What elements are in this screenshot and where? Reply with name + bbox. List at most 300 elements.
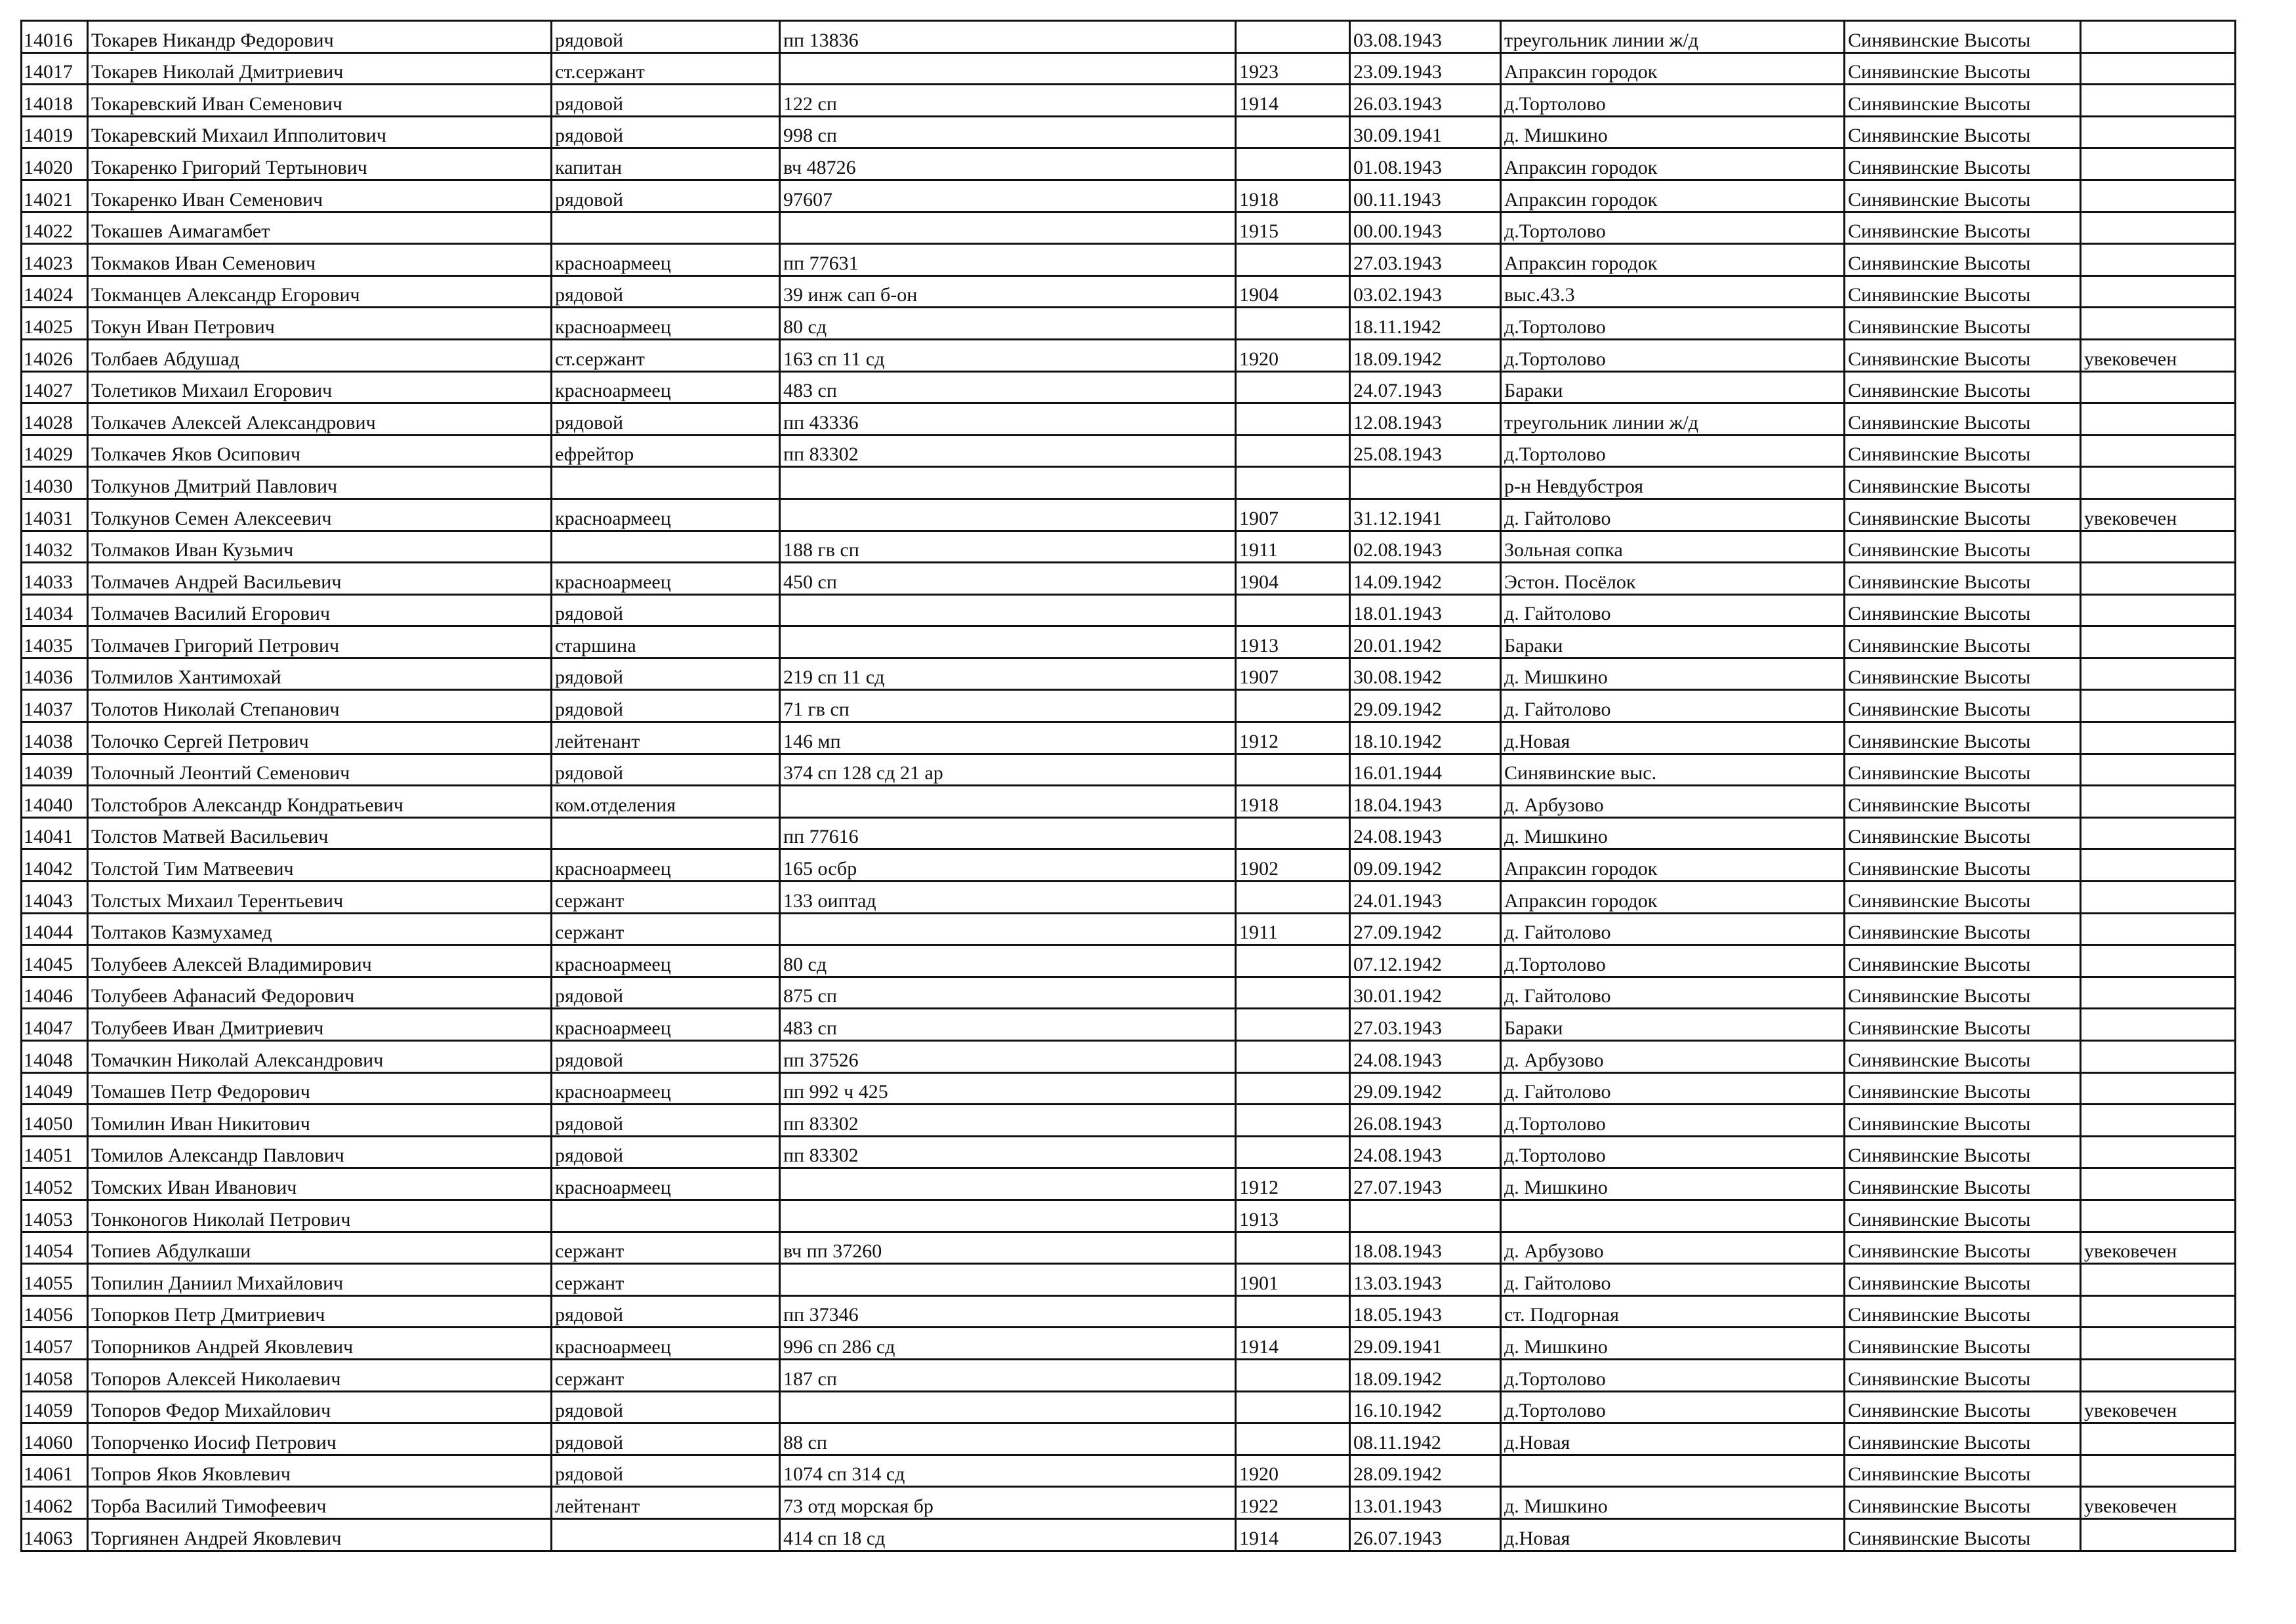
unit-cell: 80 сд	[780, 945, 1236, 977]
record-number-cell: 14052	[22, 1168, 88, 1200]
table-row	[22, 658, 2236, 690]
rank-cell: рядовой	[552, 275, 780, 308]
table-row	[22, 786, 2236, 818]
death-date-cell: 27.03.1943	[1350, 1009, 1501, 1041]
table-row	[22, 722, 2236, 754]
death-date-cell: 02.08.1943	[1350, 531, 1501, 563]
table-row	[22, 371, 2236, 403]
record-number-cell: 14062	[22, 1487, 88, 1519]
unit-cell: 1074 сп 314 сд	[780, 1455, 1236, 1487]
birth-year-cell	[1236, 435, 1350, 467]
record-number-cell: 14025	[22, 308, 88, 340]
birth-year-cell: 1912	[1236, 1168, 1350, 1200]
death-date-cell: 18.10.1942	[1350, 722, 1501, 754]
full-name-cell: Толетиков Михаил Егорович	[88, 371, 552, 403]
rank-cell: ком.отделения	[552, 786, 780, 818]
memorial-note-cell	[2081, 308, 2236, 340]
memorial-note-cell	[2081, 148, 2236, 180]
full-name-cell: Топилин Даниил Михайлович	[88, 1264, 552, 1296]
death-place-cell: треугольник линии ж/д	[1501, 403, 1845, 436]
burial-place-cell: Синявинские Высоты	[1845, 21, 2081, 53]
record-number-cell: 14037	[22, 690, 88, 722]
record-number-cell: 14047	[22, 1009, 88, 1041]
full-name-cell: Токаренко Григорий Тертынович	[88, 148, 552, 180]
full-name-cell: Томских Иван Иванович	[88, 1168, 552, 1200]
burial-place-cell: Синявинские Высоты	[1845, 626, 2081, 659]
death-place-cell: д.Тортолово	[1501, 945, 1845, 977]
rank-cell: красноармеец	[552, 371, 780, 403]
table-row	[22, 498, 2236, 531]
death-date-cell: 29.09.1942	[1350, 1072, 1501, 1105]
rank-cell: рядовой	[552, 754, 780, 786]
table-row	[22, 275, 2236, 308]
table-row	[22, 52, 2236, 85]
death-date-cell	[1350, 467, 1501, 499]
table-row	[22, 1295, 2236, 1328]
unit-cell	[780, 498, 1236, 531]
birth-year-cell	[1236, 403, 1350, 436]
record-number-cell: 14030	[22, 467, 88, 499]
unit-cell: 996 сп 286 сд	[780, 1328, 1236, 1360]
death-place-cell: д. Мишкино	[1501, 116, 1845, 148]
unit-cell: 998 сп	[780, 116, 1236, 148]
record-number-cell: 14059	[22, 1391, 88, 1423]
rank-cell: красноармеец	[552, 1009, 780, 1041]
burial-place-cell: Синявинские Высоты	[1845, 1136, 2081, 1168]
burial-place-cell: Синявинские Высоты	[1845, 339, 2081, 371]
birth-year-cell	[1236, 371, 1350, 403]
death-place-cell: д. Мишкино	[1501, 1487, 1845, 1519]
death-place-cell: Апраксин городок	[1501, 882, 1845, 914]
unit-cell: пп 992 ч 425	[780, 1072, 1236, 1105]
burial-place-cell: Синявинские Высоты	[1845, 1423, 2081, 1455]
full-name-cell: Топоров Алексей Николаевич	[88, 1359, 552, 1391]
full-name-cell: Толотов Николай Степанович	[88, 690, 552, 722]
rank-cell: красноармеец	[552, 308, 780, 340]
rank-cell	[552, 467, 780, 499]
memorial-note-cell	[2081, 1518, 2236, 1551]
memorial-note-cell: увековечен	[2081, 1232, 2236, 1264]
table-row	[22, 1105, 2236, 1137]
death-date-cell: 18.11.1942	[1350, 308, 1501, 340]
birth-year-cell	[1236, 1136, 1350, 1168]
death-place-cell: д. Мишкино	[1501, 658, 1845, 690]
unit-cell: 483 сп	[780, 1009, 1236, 1041]
unit-cell: пп 77616	[780, 817, 1236, 849]
memorial-note-cell	[2081, 1136, 2236, 1168]
table-row	[22, 1168, 2236, 1200]
rank-cell: сержант	[552, 882, 780, 914]
death-place-cell: д.Тортолово	[1501, 1136, 1845, 1168]
burial-place-cell: Синявинские Высоты	[1845, 786, 2081, 818]
burial-place-cell: Синявинские Высоты	[1845, 563, 2081, 595]
table-row	[22, 754, 2236, 786]
death-place-cell: треугольник линии ж/д	[1501, 21, 1845, 53]
unit-cell: 163 сп 11 сд	[780, 339, 1236, 371]
full-name-cell: Топорников Андрей Яковлевич	[88, 1328, 552, 1360]
memorial-note-cell	[2081, 180, 2236, 212]
burial-place-cell: Синявинские Высоты	[1845, 498, 2081, 531]
death-date-cell: 18.04.1943	[1350, 786, 1501, 818]
table-row	[22, 180, 2236, 212]
burial-place-cell: Синявинские Высоты	[1845, 371, 2081, 403]
full-name-cell: Толубеев Афанасий Федорович	[88, 977, 552, 1009]
death-date-cell: 29.09.1942	[1350, 690, 1501, 722]
table-row	[22, 1072, 2236, 1105]
birth-year-cell: 1922	[1236, 1487, 1350, 1519]
table-row	[22, 148, 2236, 180]
records-body	[22, 21, 2236, 1551]
unit-cell: пп 37346	[780, 1295, 1236, 1328]
burial-place-cell: Синявинские Высоты	[1845, 531, 2081, 563]
death-place-cell: д. Арбузово	[1501, 786, 1845, 818]
birth-year-cell	[1236, 754, 1350, 786]
records-table	[20, 20, 2236, 1552]
death-place-cell: д. Гайтолово	[1501, 498, 1845, 531]
table-row	[22, 531, 2236, 563]
memorial-note-cell	[2081, 212, 2236, 244]
death-place-cell: выс.43.3	[1501, 275, 1845, 308]
rank-cell: красноармеец	[552, 1328, 780, 1360]
unit-cell	[780, 786, 1236, 818]
death-date-cell: 26.07.1943	[1350, 1518, 1501, 1551]
full-name-cell: Толкунов Семен Алексеевич	[88, 498, 552, 531]
death-place-cell: Эстон. Посёлок	[1501, 563, 1845, 595]
burial-place-cell: Синявинские Высоты	[1845, 180, 2081, 212]
unit-cell: 122 сп	[780, 85, 1236, 117]
full-name-cell: Томилин Иван Никитович	[88, 1105, 552, 1137]
death-place-cell: д. Арбузово	[1501, 1041, 1845, 1073]
death-place-cell: д. Гайтолово	[1501, 913, 1845, 945]
full-name-cell: Толкачев Алексей Александрович	[88, 403, 552, 436]
table-row	[22, 1264, 2236, 1296]
death-place-cell: Зольная сопка	[1501, 531, 1845, 563]
burial-place-cell: Синявинские Высоты	[1845, 754, 2081, 786]
burial-place-cell: Синявинские Высоты	[1845, 945, 2081, 977]
memorial-note-cell	[2081, 1168, 2236, 1200]
unit-cell: 450 сп	[780, 563, 1236, 595]
full-name-cell: Токарев Никандр Федорович	[88, 21, 552, 53]
table-row	[22, 594, 2236, 626]
full-name-cell: Топорков Петр Дмитриевич	[88, 1295, 552, 1328]
full-name-cell: Томилов Александр Павлович	[88, 1136, 552, 1168]
table-row	[22, 21, 2236, 53]
birth-year-cell	[1236, 1072, 1350, 1105]
full-name-cell: Торба Василий Тимофеевич	[88, 1487, 552, 1519]
birth-year-cell: 1907	[1236, 498, 1350, 531]
full-name-cell: Толмилов Хантимохай	[88, 658, 552, 690]
memorial-note-cell	[2081, 52, 2236, 85]
death-place-cell: д. Мишкино	[1501, 1328, 1845, 1360]
memorial-note-cell	[2081, 945, 2236, 977]
birth-year-cell: 1920	[1236, 1455, 1350, 1487]
record-number-cell: 14042	[22, 849, 88, 882]
death-place-cell: Апраксин городок	[1501, 849, 1845, 882]
birth-year-cell	[1236, 116, 1350, 148]
rank-cell: сержант	[552, 1359, 780, 1391]
unit-cell: 188 гв сп	[780, 531, 1236, 563]
memorial-note-cell	[2081, 244, 2236, 276]
burial-place-cell: Синявинские Высоты	[1845, 1295, 2081, 1328]
death-place-cell: д.Тортолово	[1501, 339, 1845, 371]
memorial-note-cell: увековечен	[2081, 498, 2236, 531]
birth-year-cell: 1918	[1236, 180, 1350, 212]
burial-place-cell: Синявинские Высоты	[1845, 308, 2081, 340]
unit-cell: 875 сп	[780, 977, 1236, 1009]
full-name-cell: Тонконогов Николай Петрович	[88, 1200, 552, 1232]
unit-cell: 483 сп	[780, 371, 1236, 403]
burial-place-cell: Синявинские Высоты	[1845, 435, 2081, 467]
record-number-cell: 14028	[22, 403, 88, 436]
death-date-cell: 03.02.1943	[1350, 275, 1501, 308]
table-row	[22, 817, 2236, 849]
death-date-cell: 26.03.1943	[1350, 85, 1501, 117]
full-name-cell: Топоров Федор Михайлович	[88, 1391, 552, 1423]
table-row	[22, 849, 2236, 882]
birth-year-cell	[1236, 244, 1350, 276]
birth-year-cell: 1913	[1236, 626, 1350, 659]
death-date-cell: 31.12.1941	[1350, 498, 1501, 531]
record-number-cell: 14063	[22, 1518, 88, 1551]
death-place-cell: д.Тортолово	[1501, 1391, 1845, 1423]
burial-place-cell: Синявинские Высоты	[1845, 52, 2081, 85]
rank-cell: красноармеец	[552, 244, 780, 276]
record-number-cell: 14058	[22, 1359, 88, 1391]
death-place-cell: Синявинские выс.	[1501, 754, 1845, 786]
birth-year-cell	[1236, 21, 1350, 53]
death-date-cell: 09.09.1942	[1350, 849, 1501, 882]
table-row	[22, 977, 2236, 1009]
death-place-cell: д. Арбузово	[1501, 1232, 1845, 1264]
death-place-cell: д. Гайтолово	[1501, 1264, 1845, 1296]
record-number-cell: 14053	[22, 1200, 88, 1232]
table-row	[22, 690, 2236, 722]
record-number-cell: 14051	[22, 1136, 88, 1168]
full-name-cell: Токмаков Иван Семенович	[88, 244, 552, 276]
memorial-note-cell	[2081, 658, 2236, 690]
record-number-cell: 14034	[22, 594, 88, 626]
table-row	[22, 116, 2236, 148]
birth-year-cell: 1912	[1236, 722, 1350, 754]
table-row	[22, 626, 2236, 659]
rank-cell: красноармеец	[552, 1168, 780, 1200]
death-date-cell: 28.09.1942	[1350, 1455, 1501, 1487]
death-date-cell: 26.08.1943	[1350, 1105, 1501, 1137]
record-number-cell: 14061	[22, 1455, 88, 1487]
death-date-cell: 00.00.1943	[1350, 212, 1501, 244]
death-place-cell: д. Гайтолово	[1501, 594, 1845, 626]
rank-cell: красноармеец	[552, 498, 780, 531]
memorial-note-cell	[2081, 275, 2236, 308]
death-place-cell: ст. Подгорная	[1501, 1295, 1845, 1328]
record-number-cell: 14017	[22, 52, 88, 85]
full-name-cell: Токаревский Иван Семенович	[88, 85, 552, 117]
burial-place-cell: Синявинские Высоты	[1845, 977, 2081, 1009]
birth-year-cell: 1914	[1236, 1518, 1350, 1551]
rank-cell: рядовой	[552, 977, 780, 1009]
burial-place-cell: Синявинские Высоты	[1845, 1487, 2081, 1519]
death-date-cell: 29.09.1941	[1350, 1328, 1501, 1360]
burial-place-cell: Синявинские Высоты	[1845, 882, 2081, 914]
table-row	[22, 1041, 2236, 1073]
memorial-note-cell	[2081, 563, 2236, 595]
birth-year-cell	[1236, 594, 1350, 626]
memorial-note-cell	[2081, 690, 2236, 722]
memorial-note-cell	[2081, 786, 2236, 818]
record-number-cell: 14045	[22, 945, 88, 977]
death-date-cell: 18.01.1943	[1350, 594, 1501, 626]
death-place-cell: д.Тортолово	[1501, 1359, 1845, 1391]
unit-cell: 219 сп 11 сд	[780, 658, 1236, 690]
death-date-cell: 01.08.1943	[1350, 148, 1501, 180]
death-place-cell: д. Гайтолово	[1501, 977, 1845, 1009]
unit-cell: 133 оиптад	[780, 882, 1236, 914]
rank-cell	[552, 1200, 780, 1232]
burial-place-cell: Синявинские Высоты	[1845, 212, 2081, 244]
memorial-note-cell	[2081, 1105, 2236, 1137]
table-row	[22, 563, 2236, 595]
table-row	[22, 244, 2236, 276]
unit-cell	[780, 1168, 1236, 1200]
unit-cell: 39 инж сап б-он	[780, 275, 1236, 308]
birth-year-cell	[1236, 1009, 1350, 1041]
death-date-cell: 30.09.1941	[1350, 116, 1501, 148]
table-row	[22, 1518, 2236, 1551]
table-row	[22, 1200, 2236, 1232]
record-number-cell: 14031	[22, 498, 88, 531]
record-number-cell: 14057	[22, 1328, 88, 1360]
death-place-cell: д.Новая	[1501, 722, 1845, 754]
unit-cell	[780, 1200, 1236, 1232]
death-place-cell: д.Тортолово	[1501, 1105, 1845, 1137]
memorial-note-cell	[2081, 116, 2236, 148]
burial-place-cell: Синявинские Высоты	[1845, 1328, 2081, 1360]
burial-place-cell: Синявинские Высоты	[1845, 1359, 2081, 1391]
record-number-cell: 14049	[22, 1072, 88, 1105]
burial-place-cell: Синявинские Высоты	[1845, 148, 2081, 180]
memorial-note-cell	[2081, 882, 2236, 914]
record-number-cell: 14036	[22, 658, 88, 690]
table-row	[22, 1136, 2236, 1168]
full-name-cell: Толбаев Абдушад	[88, 339, 552, 371]
birth-year-cell: 1911	[1236, 531, 1350, 563]
table-row	[22, 435, 2236, 467]
rank-cell: сержант	[552, 1264, 780, 1296]
burial-place-cell: Синявинские Высоты	[1845, 244, 2081, 276]
record-number-cell: 14016	[22, 21, 88, 53]
record-number-cell: 14040	[22, 786, 88, 818]
full-name-cell: Толкачев Яков Осипович	[88, 435, 552, 467]
rank-cell: лейтенант	[552, 722, 780, 754]
unit-cell	[780, 467, 1236, 499]
birth-year-cell: 1902	[1236, 849, 1350, 882]
death-date-cell: 24.01.1943	[1350, 882, 1501, 914]
memorial-note-cell	[2081, 849, 2236, 882]
death-place-cell: д.Тортолово	[1501, 308, 1845, 340]
record-number-cell: 14024	[22, 275, 88, 308]
rank-cell: рядовой	[552, 1423, 780, 1455]
death-place-cell: д. Гайтолово	[1501, 690, 1845, 722]
record-number-cell: 14039	[22, 754, 88, 786]
death-place-cell: Бараки	[1501, 1009, 1845, 1041]
burial-place-cell: Синявинские Высоты	[1845, 1041, 2081, 1073]
birth-year-cell: 1904	[1236, 563, 1350, 595]
unit-cell: пп 77631	[780, 244, 1236, 276]
memorial-note-cell	[2081, 435, 2236, 467]
unit-cell: пп 83302	[780, 435, 1236, 467]
record-number-cell: 14032	[22, 531, 88, 563]
burial-place-cell: Синявинские Высоты	[1845, 275, 2081, 308]
memorial-note-cell	[2081, 1359, 2236, 1391]
burial-place-cell: Синявинские Высоты	[1845, 1455, 2081, 1487]
rank-cell: рядовой	[552, 594, 780, 626]
death-date-cell: 12.08.1943	[1350, 403, 1501, 436]
rank-cell: капитан	[552, 148, 780, 180]
burial-place-cell: Синявинские Высоты	[1845, 1518, 2081, 1551]
burial-place-cell: Синявинские Высоты	[1845, 1391, 2081, 1423]
burial-place-cell: Синявинские Высоты	[1845, 1168, 2081, 1200]
full-name-cell: Толстобров Александр Кондратьевич	[88, 786, 552, 818]
table-row	[22, 1455, 2236, 1487]
burial-place-cell: Синявинские Высоты	[1845, 913, 2081, 945]
death-place-cell: д.Тортолово	[1501, 435, 1845, 467]
birth-year-cell	[1236, 690, 1350, 722]
memorial-note-cell	[2081, 1009, 2236, 1041]
birth-year-cell	[1236, 467, 1350, 499]
birth-year-cell	[1236, 1391, 1350, 1423]
memorial-note-cell	[2081, 403, 2236, 436]
full-name-cell: Топиев Абдулкаши	[88, 1232, 552, 1264]
table-row	[22, 1487, 2236, 1519]
death-place-cell: р-н Невдубстроя	[1501, 467, 1845, 499]
table-row	[22, 403, 2236, 436]
burial-place-cell: Синявинские Высоты	[1845, 1009, 2081, 1041]
birth-year-cell: 1918	[1236, 786, 1350, 818]
record-number-cell: 14021	[22, 180, 88, 212]
unit-cell	[780, 626, 1236, 659]
table-row	[22, 467, 2236, 499]
record-number-cell: 14050	[22, 1105, 88, 1137]
table-row	[22, 1232, 2236, 1264]
death-place-cell: д.Тортолово	[1501, 85, 1845, 117]
memorial-note-cell	[2081, 1072, 2236, 1105]
memorial-note-cell	[2081, 1295, 2236, 1328]
burial-place-cell: Синявинские Высоты	[1845, 817, 2081, 849]
memorial-note-cell	[2081, 626, 2236, 659]
full-name-cell: Токарев Николай Дмитриевич	[88, 52, 552, 85]
burial-place-cell: Синявинские Высоты	[1845, 85, 2081, 117]
full-name-cell: Толмаков Иван Кузьмич	[88, 531, 552, 563]
rank-cell: рядовой	[552, 1295, 780, 1328]
rank-cell: красноармеец	[552, 849, 780, 882]
rank-cell: рядовой	[552, 1455, 780, 1487]
death-place-cell: Апраксин городок	[1501, 244, 1845, 276]
full-name-cell: Толубеев Иван Дмитриевич	[88, 1009, 552, 1041]
birth-year-cell	[1236, 308, 1350, 340]
unit-cell	[780, 913, 1236, 945]
rank-cell: рядовой	[552, 116, 780, 148]
full-name-cell: Толкунов Дмитрий Павлович	[88, 467, 552, 499]
rank-cell: рядовой	[552, 690, 780, 722]
death-date-cell: 23.09.1943	[1350, 52, 1501, 85]
birth-year-cell	[1236, 1041, 1350, 1073]
record-number-cell: 14035	[22, 626, 88, 659]
record-number-cell: 14060	[22, 1423, 88, 1455]
unit-cell	[780, 212, 1236, 244]
record-number-cell: 14019	[22, 116, 88, 148]
memorial-note-cell	[2081, 594, 2236, 626]
memorial-note-cell: увековечен	[2081, 1487, 2236, 1519]
